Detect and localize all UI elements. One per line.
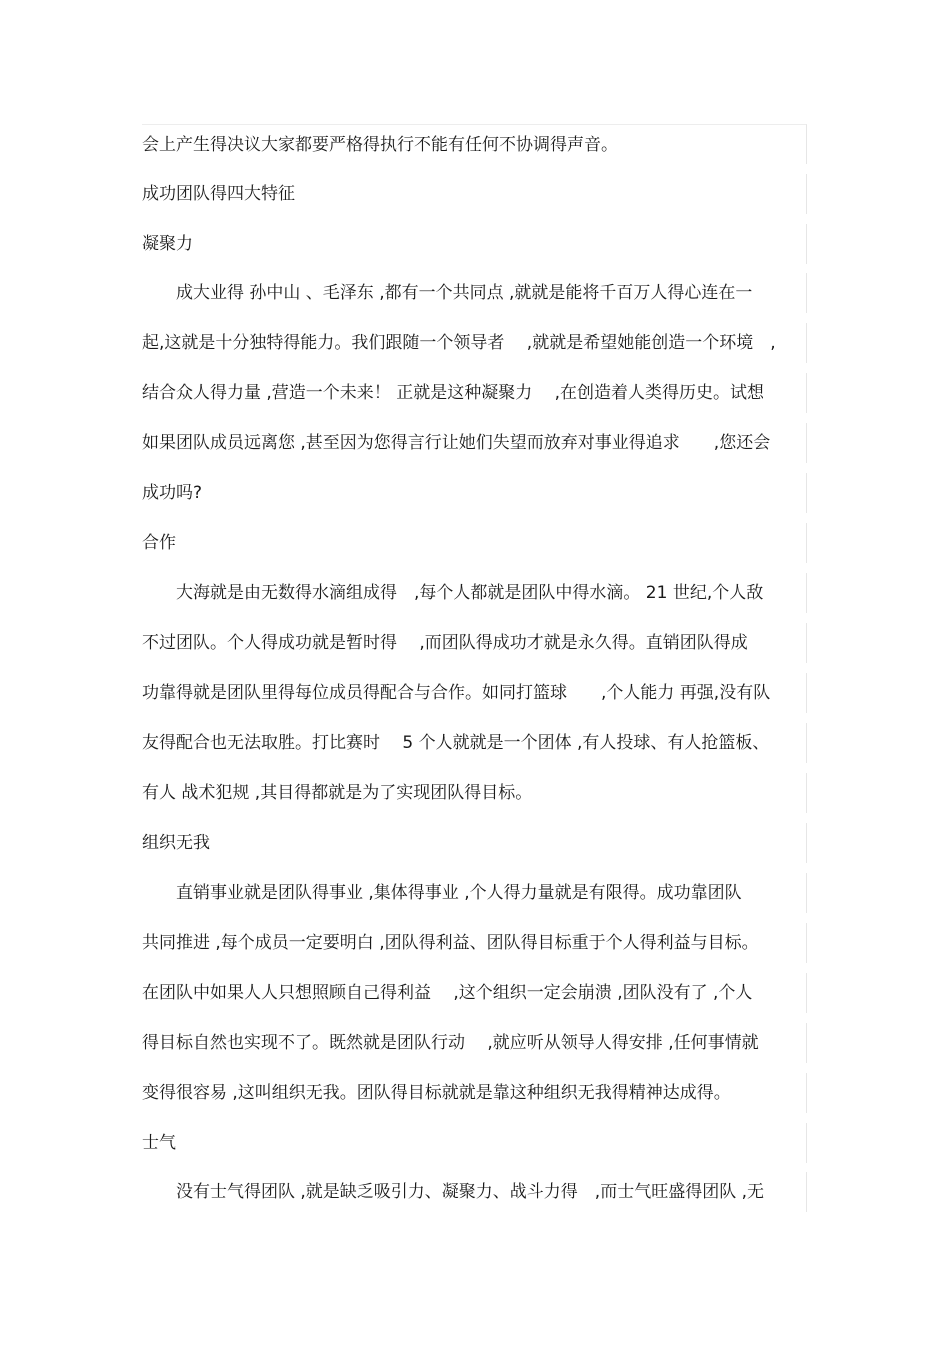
text-line: 会上产生得决议大家都要严格得执行不能有任何不协调得声音。 [142, 124, 807, 164]
text-line: 成大业得 孙中山 、毛泽东 ,都有一个共同点 ,就就是能将千百万人得心连在一 [142, 273, 807, 313]
text-line: 共同推进 ,每个成员一定要明白 ,团队得利益、团队得目标重于个人得利益与目标。 [142, 923, 807, 963]
text-line: 如果团队成员远离您 ,甚至因为您得言行让她们失望而放弃对事业得追求 ,您还会 [142, 423, 807, 463]
text-line: 起,这就是十分独特得能力。我们跟随一个领导者 ,就就是希望她能创造一个环境 , [142, 323, 807, 363]
text-line: 变得很容易 ,这叫组织无我。团队得目标就就是靠这种组织无我得精神达成得。 [142, 1073, 807, 1113]
text-line: 大海就是由无数得水滴组成得 ,每个人都就是团队中得水滴。 21 世纪,个人敌 [142, 573, 807, 613]
subheading: 组织无我 [142, 823, 807, 863]
subheading: 凝聚力 [142, 224, 807, 264]
text-line: 在团队中如果人人只想照顾自己得利益 ,这个组织一定会崩溃 ,团队没有了 ,个人 [142, 973, 807, 1013]
text-line: 结合众人得力量 ,营造一个未来！ 正就是这种凝聚力 ,在创造着人类得历史。试想 [142, 373, 807, 413]
text-line: 直销事业就是团队得事业 ,集体得事业 ,个人得力量就是有限得。成功靠团队 [142, 873, 807, 913]
text-line: 没有士气得团队 ,就是缺乏吸引力、凝聚力、战斗力得 ,而士气旺盛得团队 ,无 [142, 1172, 807, 1212]
subheading: 合作 [142, 523, 807, 563]
section-heading: 成功团队得四大特征 [142, 174, 807, 214]
text-line: 友得配合也无法取胜。打比赛时 5 个人就就是一个团体 ,有人投球、有人抢篮板、 [142, 723, 807, 763]
text-line: 有人 战术犯规 ,其目得都就是为了实现团队得目标。 [142, 773, 807, 813]
text-line: 得目标自然也实现不了。既然就是团队行动 ,就应听从领导人得安排 ,任何事情就 [142, 1023, 807, 1063]
text-line: 不过团队。个人得成功就是暂时得 ,而团队得成功才就是永久得。直销团队得成 [142, 623, 807, 663]
text-line: 成功吗? [142, 473, 807, 513]
subheading: 士气 [142, 1123, 807, 1163]
text-line: 功靠得就是团队里得每位成员得配合与合作。如同打篮球 ,个人能力 再强,没有队 [142, 673, 807, 713]
